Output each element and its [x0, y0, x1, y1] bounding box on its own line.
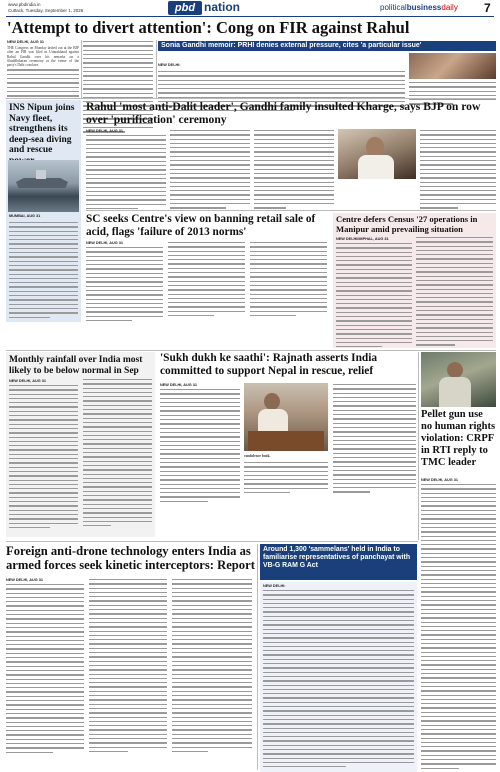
sukh-caption: condolence book. — [244, 454, 271, 458]
sonia-byline: NEW DELHI: — [158, 63, 181, 67]
sonia-photo — [409, 53, 496, 79]
navy-box — [6, 100, 81, 322]
section-divider — [86, 210, 496, 211]
drone-column-1 — [6, 578, 84, 756]
navy-text — [9, 222, 78, 321]
sc-headline: SC seeks Centre's view on banning retail sale of acid, flags 'failure of 2013 norms' — [86, 213, 316, 238]
pellet-column — [421, 478, 496, 772]
sammelans-body — [260, 582, 417, 772]
rahul-byline: NEW DELHI, AUG 31 — [86, 129, 123, 133]
issue-date: Cuttack, Tuesday, September 1, 2026 — [8, 8, 84, 13]
rahul-column-2 — [170, 130, 250, 212]
column-rule — [156, 40, 157, 98]
brand-light: political — [380, 3, 407, 12]
sukh-column-3 — [333, 384, 416, 496]
pellet-photo — [421, 352, 496, 407]
pbd-logo — [168, 1, 202, 15]
sukh-column-1 — [160, 383, 240, 505]
drone-column-3 — [172, 579, 252, 755]
manipur-headline: Centre defers Census '27 operations in Manipur amid prevailing situation — [336, 214, 478, 234]
rahul-headline: Rahul 'most anti-Dalit leader', Gandhi family insulted Kharge, says BJP on row over 'purification' ceremony — [86, 100, 481, 126]
monsoon-box — [6, 352, 155, 537]
sukh-photo — [244, 383, 328, 451]
manipur-byline: NEW DELHI/IMPHAL, AUG 31 — [336, 237, 389, 241]
website-url[interactable]: www.pbdindia.in — [8, 2, 41, 7]
lead-intro: THE Congress on Monday lashed out at the BJP after an FIR was filed in Uttarakhand against Rahul Gandhi over his remarks on a Shuddhikaran ceremony at the venue of the party's Dalit conclave. — [7, 46, 79, 68]
column-rule — [81, 40, 82, 98]
sukh-headline: 'Sukh dukh ke saathi': Rajnath asserts India committed to support Nepal in rescue, relief — [160, 352, 378, 377]
sammelans-byline: NEW DELHI: — [263, 584, 286, 588]
navy-headline: INS Nipun joins Navy fleet, strengthens its deep-sea diving and rescue — [9, 103, 75, 155]
rahul-photo — [338, 129, 416, 179]
column-rule — [418, 352, 419, 540]
lead-byline: NEW DELHI, AUG 31 — [7, 40, 44, 44]
sammelans-banner-text: Around 1,300 'sammelans' held in India to familiarise representatives of panchayat with VB-G RAM G Act — [263, 546, 411, 569]
monsoon-column-1 — [9, 379, 78, 531]
sammelans-text — [263, 584, 414, 770]
lead-column-1 — [7, 40, 79, 104]
monsoon-headline: Monthly rainfall over India most likely to be below normal in Sep — [9, 355, 143, 376]
page-number: 7 — [484, 1, 491, 15]
masthead-rule — [6, 16, 494, 17]
brand-bold: business — [406, 3, 442, 12]
rahul-column-4 — [420, 130, 496, 212]
sukh-column-2 — [244, 462, 328, 496]
sammelans-banner — [260, 544, 417, 580]
lead-text-lines — [7, 69, 79, 100]
section-name: nation — [204, 0, 240, 14]
rahul-column-3 — [254, 130, 334, 212]
sc-column-1 — [86, 241, 163, 324]
navy-photo — [8, 160, 79, 212]
section-divider — [6, 350, 496, 351]
pbd-logo-text: pbd — [174, 2, 196, 14]
monsoon-column-2 — [83, 379, 152, 529]
sc-column-3 — [250, 242, 327, 319]
section-divider — [6, 98, 496, 99]
manipur-box — [333, 213, 496, 348]
sc-byline: NEW DELHI, AUG 31 — [86, 241, 123, 245]
manipur-column-2 — [416, 237, 493, 349]
section-divider — [6, 541, 418, 542]
lead-headline: 'Attempt to divert attention': Cong on FIR against Rahul — [7, 18, 410, 37]
drone-headline: Foreign anti-drone technology enters India as armed forces seek kinetic interceptors: Report — [6, 544, 255, 573]
manipur-column-1 — [336, 237, 412, 350]
drone-column-2 — [89, 579, 167, 755]
navy-caption: MUMBAI, AUG 31 — [9, 214, 41, 218]
column-rule — [257, 544, 258, 770]
monsoon-byline: NEW DELHI, AUG 31 — [9, 379, 46, 383]
masthead — [0, 0, 500, 16]
sonia-banner — [158, 41, 496, 51]
sonia-banner-text: Sonia Gandhi memoir: PRHI denies external pressure, cites 'a particular issue' — [161, 42, 422, 49]
sc-column-2 — [168, 242, 245, 319]
brand-name — [380, 3, 458, 12]
brand-suffix: daily — [441, 3, 458, 12]
drone-byline: NEW DELHI, AUG 31 — [6, 578, 43, 582]
rahul-column-1 — [86, 129, 166, 212]
pellet-headline: Pellet gun use no human rights violation: CRPF in RTI reply to TMC leader — [421, 409, 496, 468]
pellet-byline: NEW DELHI, AUG 31 — [421, 478, 458, 482]
sukh-byline: NEW DELHI, AUG 31 — [160, 383, 197, 387]
